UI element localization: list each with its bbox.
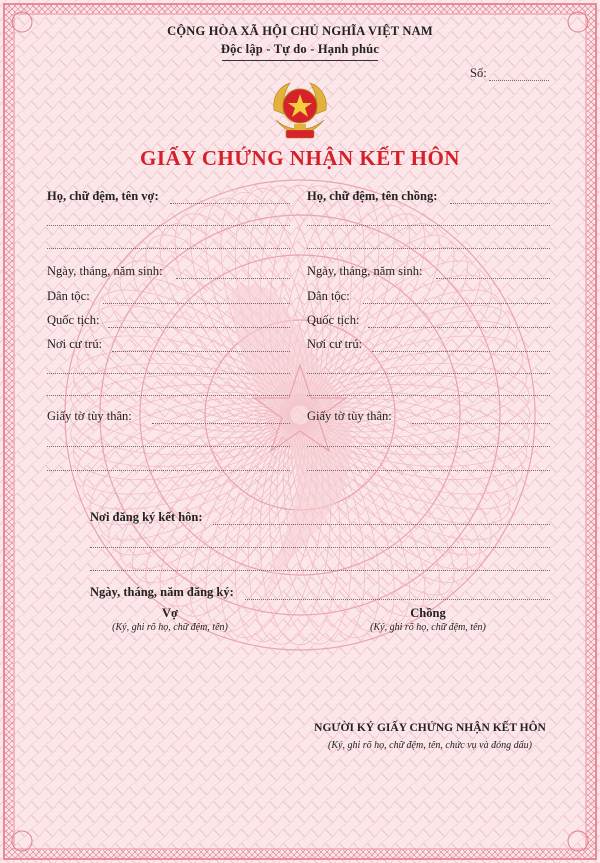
- husband-residence-field-line2[interactable]: [307, 373, 550, 374]
- document-title: GIẤY CHỨNG NHẬN KẾT HÔN: [140, 146, 460, 170]
- husband-ethnicity-field[interactable]: [363, 303, 550, 304]
- husband-ethnicity-label: Dân tộc:: [307, 289, 350, 303]
- husband-name-field-line3[interactable]: [307, 248, 550, 249]
- registration-place-label: Nơi đăng ký kết hôn:: [90, 510, 203, 524]
- motto-underline: [222, 60, 378, 61]
- registration-place-field-line2[interactable]: [90, 547, 550, 548]
- husband-id-field[interactable]: [412, 423, 550, 424]
- husband-nationality-field[interactable]: [368, 327, 550, 328]
- husband-id-label: Giấy tờ tùy thân:: [307, 409, 392, 423]
- wife-residence-label: Nơi cư trú:: [47, 337, 103, 351]
- number-label: Số:: [470, 66, 487, 80]
- wife-name-label: Họ, chữ đệm, tên vợ:: [47, 189, 159, 203]
- wife-signature-title: Vợ: [162, 606, 178, 620]
- husband-residence-field-line3[interactable]: [307, 395, 550, 396]
- number-field[interactable]: [489, 80, 549, 81]
- husband-nationality-label: Quốc tịch:: [307, 313, 360, 327]
- husband-dob-label: Ngày, tháng, năm sinh:: [307, 264, 423, 278]
- wife-id-field-line2[interactable]: [47, 446, 290, 447]
- husband-id-field-line3[interactable]: [307, 470, 550, 471]
- wife-ethnicity-field[interactable]: [103, 303, 290, 304]
- wife-dob-field[interactable]: [176, 278, 290, 279]
- wife-id-field-line3[interactable]: [47, 470, 290, 471]
- husband-residence-field[interactable]: [372, 351, 550, 352]
- wife-name-field[interactable]: [170, 203, 290, 204]
- republic-heading: CỘNG HÒA XÃ HỘI CHỦ NGHĨA VIỆT NAM: [167, 24, 433, 38]
- registration-place-field[interactable]: [213, 524, 550, 525]
- wife-nationality-field[interactable]: [108, 327, 290, 328]
- wife-nationality-label: Quốc tịch:: [47, 313, 100, 327]
- husband-signature-note: (Ký, ghi rõ họ, chữ đệm, tên): [370, 622, 486, 633]
- wife-residence-field[interactable]: [112, 351, 290, 352]
- wife-id-field[interactable]: [152, 423, 290, 424]
- wife-id-label: Giấy tờ tùy thân:: [47, 409, 132, 423]
- husband-name-field[interactable]: [450, 203, 550, 204]
- national-motto: Độc lập - Tự do - Hạnh phúc: [220, 42, 380, 56]
- wife-name-field-line3[interactable]: [47, 248, 290, 249]
- husband-residence-label: Nơi cư trú:: [307, 337, 363, 351]
- wife-dob-label: Ngày, tháng, năm sinh:: [47, 264, 163, 278]
- national-emblem-icon: [266, 80, 334, 142]
- wife-name-field-line2[interactable]: [47, 225, 290, 226]
- registration-date-field[interactable]: [245, 599, 550, 600]
- husband-name-label: Họ, chữ đệm, tên chồng:: [307, 189, 438, 203]
- husband-id-field-line2[interactable]: [307, 446, 550, 447]
- signer-note: (Ký, ghi rõ họ, chữ đệm, tên, chức vụ và đóng dấu): [328, 740, 532, 751]
- registration-date-label: Ngày, tháng, năm đăng ký:: [90, 585, 234, 599]
- husband-signature-title: Chồng: [410, 606, 446, 620]
- wife-signature-note: (Ký, ghi rõ họ, chữ đệm, tên): [112, 622, 228, 633]
- husband-name-field-line2[interactable]: [307, 225, 550, 226]
- wife-ethnicity-label: Dân tộc:: [47, 289, 90, 303]
- husband-dob-field[interactable]: [436, 278, 550, 279]
- wife-residence-field-line3[interactable]: [47, 395, 290, 396]
- wife-residence-field-line2[interactable]: [47, 373, 290, 374]
- signer-title: NGƯỜI KÝ GIẤY CHỨNG NHẬN KẾT HÔN: [314, 722, 546, 734]
- registration-place-field-line3[interactable]: [90, 570, 550, 571]
